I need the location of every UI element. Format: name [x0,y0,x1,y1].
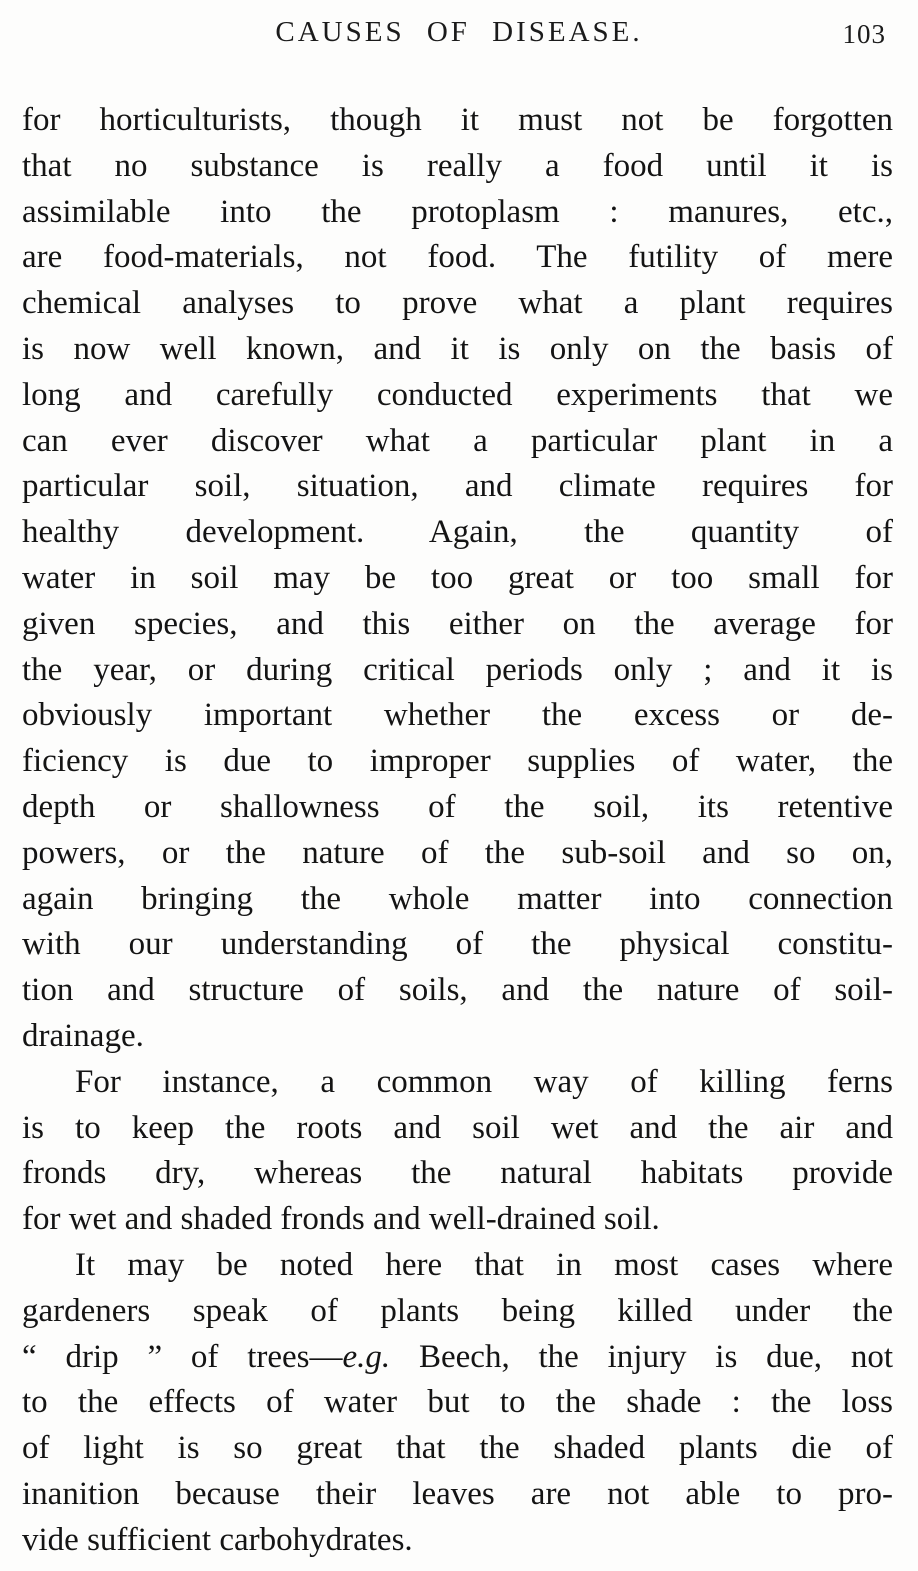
paragraph [22,1060,893,1243]
paragraph [22,1243,893,1564]
text-line: For instance, a common way of killing ferns [75,1063,893,1100]
text-line: depth or shallowness of the soil, its retentive [22,788,893,825]
text-line: powers, or the nature of the sub-soil and so on, [22,834,893,871]
italic-text: e.g. [342,1338,391,1375]
text-line: water in soil may be too great or too small for [22,559,893,596]
text-line: long and carefully conducted experiments that we [22,376,893,413]
text-line: for horticulturists, though it must not be forgotten [22,102,893,138]
text-line: fronds dry, whereas the natural habitats provide [22,1155,893,1192]
text-line: inanition because their leaves are not able to pro- [22,1475,893,1512]
text-line: “ drip ” of trees—e.g. Beech, the injury is due, not [22,1338,893,1375]
text-line: can ever discover what a particular plant in a [22,422,893,459]
text-line: for wet and shaded fronds and well-drained soil. [22,1201,660,1238]
text-line: again bringing the whole matter into connection [22,880,893,917]
text-line: tion and structure of soils, and the nature of soil- [22,972,893,1009]
text-line: with our understanding of the physical constitu- [22,926,893,963]
text-line: It may be noted here that in most cases where [75,1246,893,1283]
text-line: chemical analyses to prove what a plant requires [22,285,893,322]
text-line: that no substance is really a food until it is [22,147,893,184]
text-line: to the effects of water but to the shade : the loss [22,1384,893,1421]
text-line: of light is so great that the shaded plants die of [22,1430,893,1467]
text-line: is now well known, and it is only on the basis of [22,330,893,367]
running-header [0,16,918,58]
text-line: drainage. [22,1017,144,1054]
text-line: ficiency is due to improper supplies of water, the [22,743,893,780]
text-line: the year, or during critical periods only ; and it is [22,651,893,688]
paragraph [22,98,893,1060]
page-number: 103 [842,19,886,49]
text-line: are food-materials, not food. The futility of mere [22,239,893,276]
text-line: gardeners speak of plants being killed under the [22,1292,893,1329]
text-line: obviously important whether the excess or de- [22,697,893,734]
text-line: vide sufficient carbohydrates. [22,1521,413,1558]
page-title: CAUSES OF DISEASE. [275,16,643,48]
text-line: particular soil, situation, and climate requires for [22,468,893,505]
page-body [22,98,893,1564]
text-line: is to keep the roots and soil wet and the air and [22,1109,893,1146]
text-line: assimilable into the protoplasm : manures, etc., [22,193,893,230]
text-line: given species, and this either on the average for [22,605,893,642]
text-line: healthy development. Again, the quantity of [22,514,893,551]
